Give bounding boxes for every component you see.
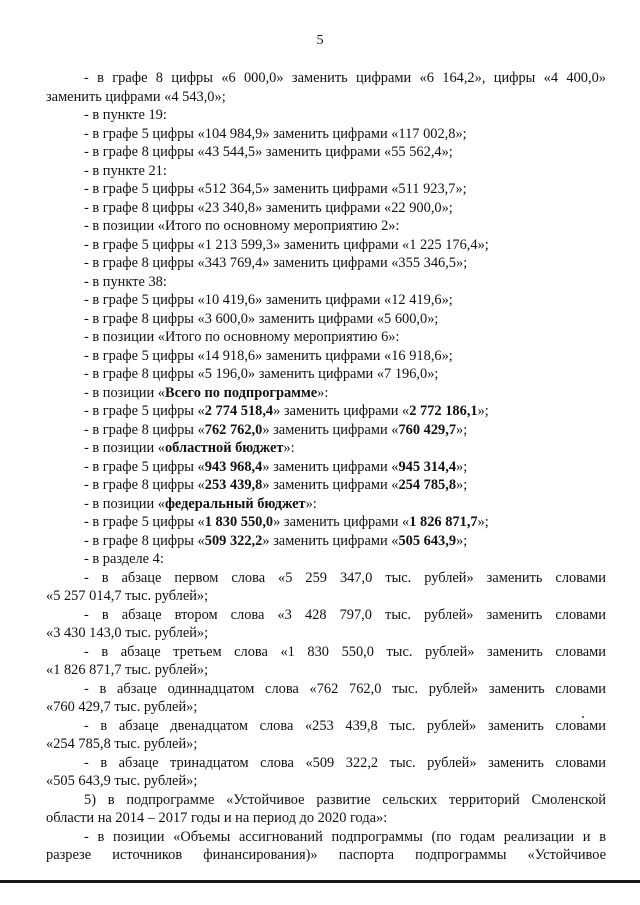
bold-text-segment: 760 429,7 [398, 421, 457, 438]
text-segment: - в графе 8 цифры «343 769,4» заменить цифрами «355 346,5»; [84, 255, 468, 271]
text-segment: »; [456, 458, 468, 475]
text-line [46, 735, 606, 754]
bold-text-segment: областной бюджет [164, 440, 284, 456]
bold-text-segment: Всего по подпрограмме [164, 384, 318, 401]
text-segment: - в пункте 21: [84, 162, 167, 179]
text-segment: - в графе 5 цифры « [84, 514, 205, 530]
text-segment: - в графе 8 цифры «5 196,0» заменить цифрами «7 196,0»; [84, 366, 439, 382]
text-segment: - в графе 8 цифры «43 544,5» заменить цифрами «55 562,4»; [84, 144, 453, 160]
text-segment: »; [477, 514, 489, 530]
text-segment: - в графе 5 цифры « [84, 403, 205, 419]
bold-text-segment: 1 826 871,7 [409, 514, 478, 530]
bottom-rule [0, 880, 640, 883]
text-segment: области на 2014 – 2017 годы и на период до 2020 года»: [46, 810, 388, 826]
text-line [46, 532, 606, 551]
text-segment: »; [456, 532, 468, 549]
text-line [46, 402, 606, 421]
text-segment: - в графе 5 цифры « [84, 458, 205, 475]
bold-text-segment: 762 762,0 [204, 421, 263, 438]
text-line [46, 476, 606, 495]
text-segment: - в позиции « [84, 384, 165, 401]
text-line [46, 809, 606, 828]
text-segment: «1 826 871,7 тыс. рублей»; [46, 662, 209, 678]
text-segment: » заменить цифрами « [262, 421, 399, 438]
text-segment: - в пункте 19: [84, 107, 167, 123]
text-segment: разрезе источников финансирования)» паспорта подпрограммы «Устойчивое [46, 847, 606, 863]
page-number: 5 [316, 33, 324, 48]
text-line [46, 199, 606, 218]
text-segment: заменить цифрами «4 543,0»; [46, 88, 226, 105]
text-segment: » заменить цифрами « [273, 403, 410, 419]
text-segment: - в графе 8 цифры « [84, 477, 205, 493]
text-segment: - в абзаце первом слова «5 259 347,0 тыс. рублей» заменить словами [84, 569, 606, 586]
text-line [46, 828, 606, 847]
text-line [46, 310, 606, 329]
text-segment: » заменить цифрами « [262, 458, 399, 475]
text-segment: »: [305, 495, 317, 512]
text-segment: - в графе 5 цифры «10 419,6» заменить цифрами «12 419,6»; [84, 292, 453, 308]
text-line [46, 143, 606, 162]
text-line [46, 791, 606, 810]
text-line [46, 162, 606, 181]
text-segment: - в позиции «Итого по основному мероприятию 2»: [84, 218, 400, 234]
text-segment: «3 430 143,0 тыс. рублей»; [46, 625, 209, 641]
text-segment: - в позиции « [84, 495, 165, 512]
text-line [46, 569, 606, 588]
text-segment: »: [283, 440, 295, 456]
text-segment: - в разделе 4: [84, 551, 164, 567]
text-segment: - в абзаце одиннадцатом слова «762 762,0 тыс. рублей» заменить словами [84, 680, 606, 697]
text-segment: «5 257 014,7 тыс. рублей»; [46, 588, 209, 604]
bold-text-segment: 1 830 550,0 [204, 514, 274, 530]
bold-text-segment: 253 439,8 [204, 477, 263, 493]
text-line [46, 88, 606, 107]
text-line [46, 680, 606, 699]
text-line [46, 550, 606, 569]
text-line [46, 495, 606, 514]
text-line [46, 347, 606, 366]
text-line [46, 273, 606, 292]
text-segment: - в графе 8 цифры « [84, 532, 205, 549]
text-line [46, 365, 606, 384]
text-line [46, 458, 606, 477]
text-line [46, 513, 606, 532]
text-line [46, 846, 606, 865]
text-segment: »; [456, 421, 468, 438]
text-segment: «505 643,9 тыс. рублей»; [46, 773, 198, 789]
text-segment: - в графе 8 цифры « [84, 421, 205, 438]
text-segment: 5) в подпрограмме «Устойчивое развитие сельских территорий Смоленской [84, 791, 606, 808]
text-segment: - в графе 5 цифры «512 364,5» заменить цифрами «511 923,7»; [84, 181, 467, 197]
text-segment: - в графе 8 цифры «23 340,8» заменить цифрами «22 900,0»; [84, 199, 453, 216]
text-segment: «760 429,7 тыс. рублей»; [46, 699, 198, 715]
text-line [46, 717, 606, 736]
text-line [46, 606, 606, 625]
text-segment: «254 785,8 тыс. рублей»; [46, 736, 198, 752]
text-line [46, 69, 606, 88]
text-segment: - в абзаце двенадцатом слова «253 439,8 тыс. рублей» заменить словами [84, 717, 606, 734]
text-segment: - в абзаце третьем слова «1 830 550,0 тыс. рублей» заменить словами [84, 643, 606, 660]
text-line [46, 698, 606, 717]
bold-text-segment: 943 968,4 [204, 458, 263, 475]
text-segment: - в графе 8 цифры «3 600,0» заменить цифрами «5 600,0»; [84, 310, 439, 327]
text-segment: - в абзаце тринадцатом слова «509 322,2 тыс. рублей» заменить словами [84, 754, 606, 771]
text-line [46, 291, 606, 310]
text-segment: »: [317, 384, 329, 401]
text-segment: »; [477, 403, 489, 419]
text-line [46, 236, 606, 255]
text-line [46, 624, 606, 643]
document-body [46, 69, 606, 865]
text-line [46, 772, 606, 791]
text-line [46, 217, 606, 236]
bold-text-segment: 254 785,8 [398, 477, 457, 493]
text-line [46, 439, 606, 458]
bold-text-segment: 945 314,4 [398, 458, 457, 475]
text-segment: - в абзаце втором слова «3 428 797,0 тыс. рублей» заменить словами [84, 606, 606, 623]
bold-text-segment: 505 643,9 [398, 532, 457, 549]
bold-text-segment: федеральный бюджет [164, 495, 306, 512]
text-line [46, 254, 606, 273]
text-line [46, 328, 606, 347]
text-line [46, 643, 606, 662]
text-segment: »; [456, 477, 468, 493]
text-segment: - в позиции «Итого по основному мероприятию 6»: [84, 329, 400, 345]
text-line [46, 106, 606, 125]
text-segment: » заменить цифрами « [262, 532, 399, 549]
bold-text-segment: 509 322,2 [204, 532, 263, 549]
text-segment: - в позиции « [84, 440, 165, 456]
text-line [46, 754, 606, 773]
text-line [46, 125, 606, 144]
text-line [46, 661, 606, 680]
text-line [46, 384, 606, 403]
text-segment: - в графе 5 цифры «1 213 599,3» заменить цифрами «1 225 176,4»; [84, 236, 489, 253]
text-line [46, 421, 606, 440]
text-segment: - в позиции «Объемы ассигнований подпрограммы (по годам реализации и в [84, 828, 606, 845]
bold-text-segment: 2 774 518,4 [204, 403, 274, 419]
text-segment: » заменить цифрами « [262, 477, 399, 493]
text-segment: » заменить цифрами « [273, 514, 410, 530]
text-segment: - в графе 8 цифры «6 000,0» заменить цифрами «6 164,2», цифры «4 400,0» [84, 70, 606, 86]
text-line [46, 587, 606, 606]
scan-speck [582, 716, 584, 718]
text-line [46, 180, 606, 199]
bold-text-segment: 2 772 186,1 [409, 403, 478, 419]
text-segment: - в пункте 38: [84, 273, 167, 290]
text-segment: - в графе 5 цифры «104 984,9» заменить цифрами «117 002,8»; [84, 125, 467, 142]
text-segment: - в графе 5 цифры «14 918,6» заменить цифрами «16 918,6»; [84, 347, 453, 364]
